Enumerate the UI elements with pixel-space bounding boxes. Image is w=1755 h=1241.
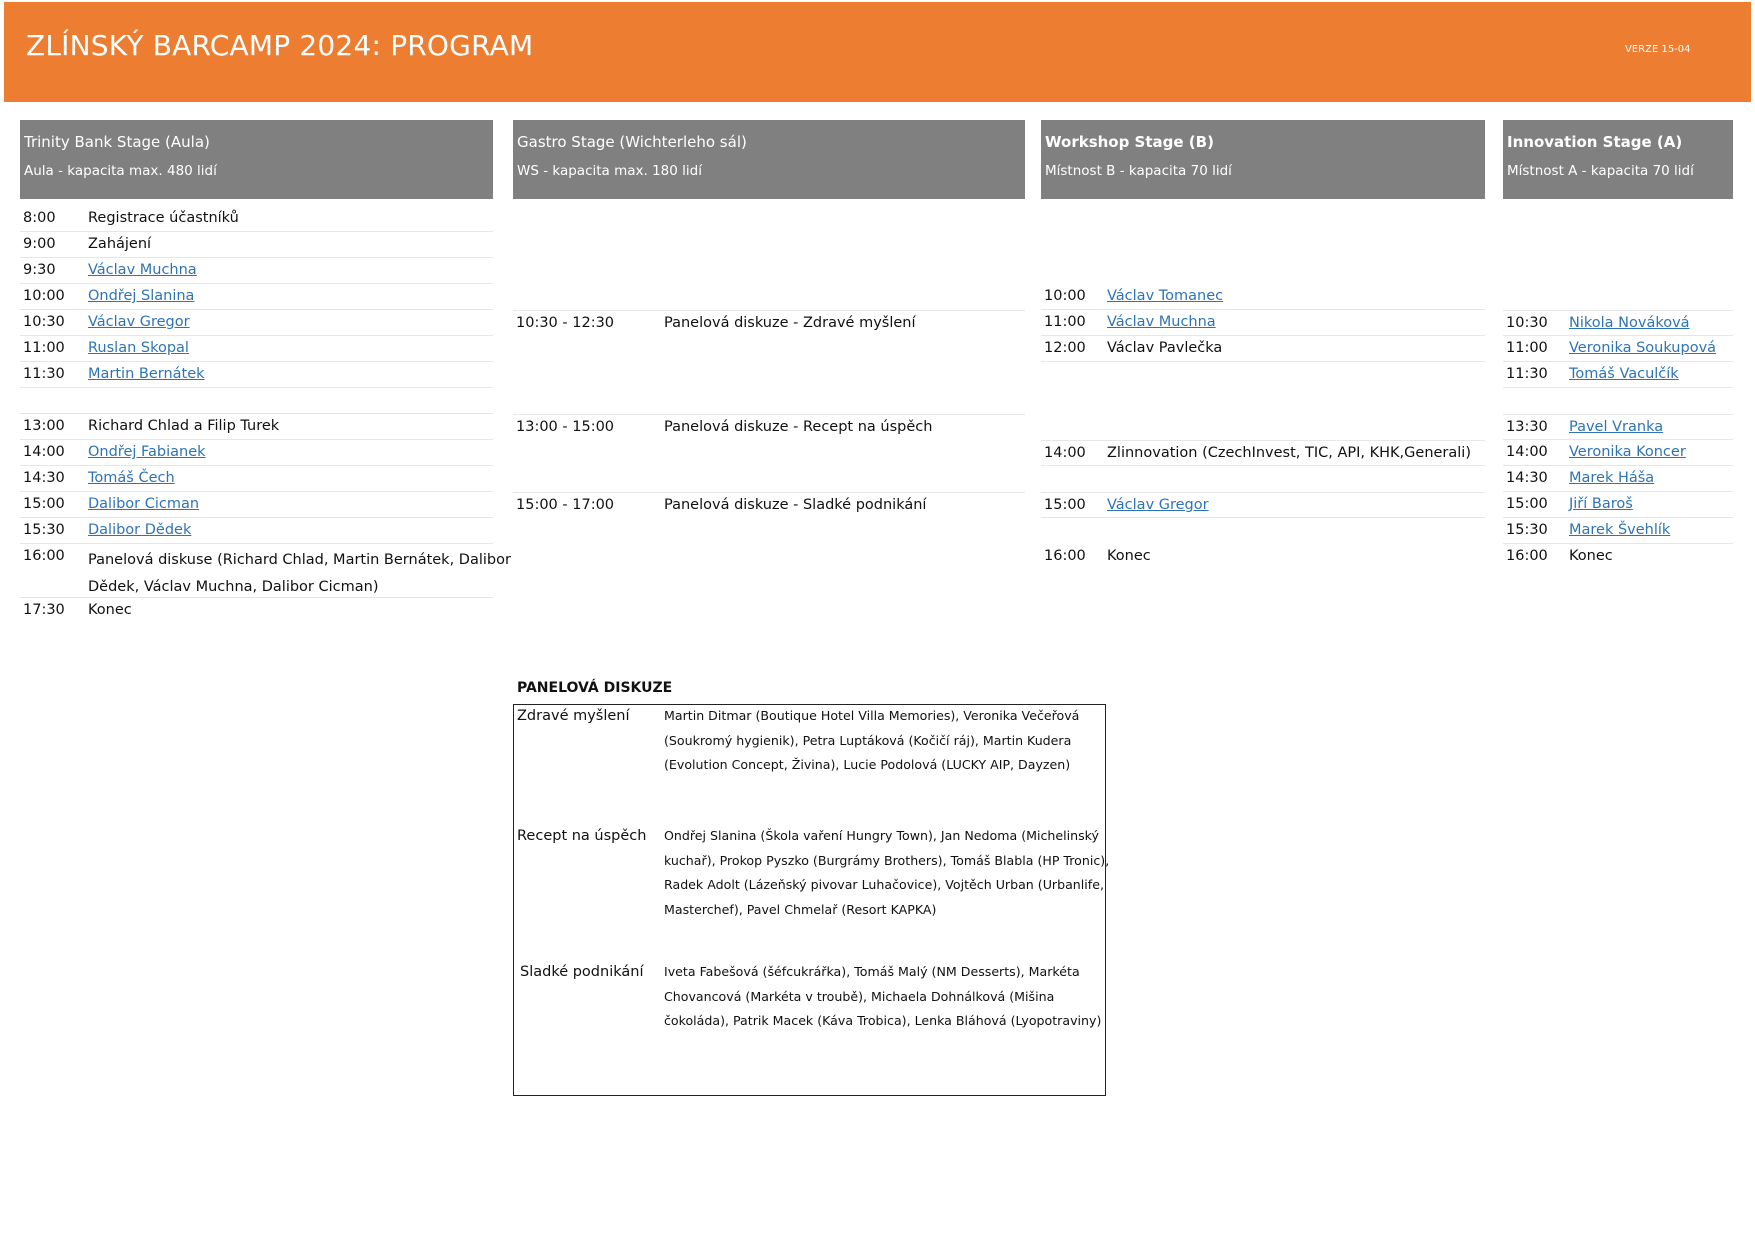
speakers-line: Martin Ditmar (Boutique Hotel Villa Memories), Veronika Večeřová: [664, 708, 1080, 723]
schedule-row: [20, 414, 493, 440]
time-cell: 16:00: [23, 548, 65, 564]
time-cell: 15:30: [1506, 522, 1548, 538]
time-cell: 11:00: [1506, 340, 1548, 356]
time-cell: 15:00: [1044, 497, 1086, 513]
stage-capacity: Místnost A - kapacita 70 lidí: [1507, 163, 1694, 179]
schedule-row: [1503, 440, 1733, 466]
speaker-link[interactable]: Václav Gregor: [88, 314, 190, 330]
speaker-link[interactable]: Václav Tomanec: [1107, 288, 1224, 304]
panel-speakers: [664, 960, 1101, 1034]
time-cell: 14:00: [23, 444, 65, 460]
stage-capacity: WS - kapacita max. 180 lidí: [517, 163, 702, 179]
speakers-line: Ondřej Slanina (Škola vaření Hungry Town), Jan Nedoma (Michelinský: [664, 828, 1099, 843]
speaker-link[interactable]: Veronika Soukupová: [1569, 340, 1717, 356]
time-cell: 8:00: [23, 210, 56, 226]
session-cell: Registrace účastníků: [88, 210, 239, 226]
schedule-row: [1041, 284, 1485, 310]
schedule-row: [1503, 518, 1733, 544]
time-cell: 10:30 - 12:30: [516, 315, 615, 331]
stage-capacity: Aula - kapacita max. 480 lidí: [24, 163, 217, 179]
panel-topic: Zdravé myšlení: [517, 708, 630, 724]
session-cell: Richard Chlad a Filip Turek: [88, 418, 280, 434]
time-cell: 13:00 - 15:00: [516, 419, 615, 435]
version-label: VERZE 15-04: [1625, 44, 1691, 55]
schedule-row: [1041, 336, 1485, 362]
schedule-row: [1503, 336, 1733, 362]
panel-speakers: [664, 824, 1109, 922]
stage-name: Trinity Bank Stage (Aula): [24, 133, 210, 151]
speakers-line: Iveta Fabešová (šéfcukrářka), Tomáš Malý (NM Desserts), Markéta: [664, 964, 1080, 979]
speaker-link[interactable]: Marek Háša: [1569, 470, 1655, 486]
schedule-row: [513, 414, 1025, 440]
schedule-row: [20, 440, 493, 466]
panel-topic: Sladké podnikání: [520, 964, 644, 980]
speaker-link[interactable]: Tomáš Čech: [88, 470, 175, 486]
schedule-row: [513, 310, 1025, 336]
schedule-row: [20, 310, 493, 336]
time-cell: 13:00: [23, 418, 65, 434]
time-cell: 17:30: [23, 602, 65, 618]
session-cell: Panelová diskuze - Zdravé myšlení: [664, 315, 916, 331]
schedule-row: [1041, 544, 1485, 570]
schedule-row: [1503, 492, 1733, 518]
schedule-row: [20, 466, 493, 492]
session-cell: Panelová diskuze - Recept na úspěch: [664, 419, 933, 435]
schedule-row: [20, 598, 493, 624]
session-cell: Václav Pavlečka: [1107, 340, 1223, 356]
stage-name: Gastro Stage (Wichterleho sál): [517, 133, 747, 151]
speaker-link[interactable]: Václav Muchna: [1107, 314, 1216, 330]
speaker-link[interactable]: Nikola Nováková: [1569, 315, 1690, 331]
session-cell: Konec: [88, 602, 132, 618]
speaker-link[interactable]: Jiří Baroš: [1569, 496, 1633, 512]
time-cell: 11:00: [1044, 314, 1086, 330]
schedule-row: [1503, 466, 1733, 492]
time-cell: 9:30: [23, 262, 56, 278]
speakers-line: (Soukromý hygienik), Petra Luptáková (Kočičí ráj), Martin Kudera: [664, 732, 1072, 748]
stage-header-gastro: [513, 120, 1025, 199]
session-cell: Konec: [1569, 548, 1613, 564]
time-cell: 10:00: [1044, 288, 1086, 304]
session-cell: Panelová diskuze - Sladké podnikání: [664, 497, 927, 513]
session-cell: Zahájení: [88, 236, 152, 252]
stage-capacity: Místnost B - kapacita 70 lidí: [1045, 163, 1232, 179]
time-cell: 11:00: [23, 340, 65, 356]
time-cell: 15:30: [23, 522, 65, 538]
stage-header-trinity: [20, 120, 493, 199]
time-cell: 10:00: [23, 288, 65, 304]
speaker-link[interactable]: Ondřej Slanina: [88, 288, 195, 304]
time-cell: 15:00: [23, 496, 65, 512]
speakers-line: Masterchef), Pavel Chmelař (Resort KAPKA): [664, 901, 937, 917]
schedule-row: [20, 258, 493, 284]
time-cell: 15:00 - 17:00: [516, 497, 615, 513]
session-cell: Konec: [1107, 548, 1151, 564]
schedule-row: [1503, 362, 1733, 388]
session-cell: Zlinnovation (CzechInvest, TIC, API, KHK,Generali): [1107, 445, 1471, 461]
speaker-link[interactable]: Dalibor Dědek: [88, 522, 192, 538]
speaker-link[interactable]: Ruslan Skopal: [88, 340, 189, 356]
schedule-row: [20, 492, 493, 518]
session-cell: Panelová diskuse (Richard Chlad, Martin Bernátek, Dalibor: [88, 552, 511, 568]
header-banner: [4, 2, 1751, 102]
speaker-link[interactable]: Ondřej Fabianek: [88, 444, 206, 460]
time-cell: 14:30: [23, 470, 65, 486]
schedule-row: [1503, 414, 1733, 440]
time-cell: 9:00: [23, 236, 56, 252]
speaker-link[interactable]: Tomáš Vaculčík: [1569, 366, 1679, 382]
speakers-line: kuchař), Prokop Pyszko (Burgrámy Brothers), Tomáš Blabla (HP Tronic),: [664, 852, 1110, 868]
speakers-line: (Evolution Concept, Živina), Lucie Podolová (LUCKY AIP, Dayzen): [664, 757, 1071, 772]
speakers-line: Radek Adolt (Lázeňský pivovar Luhačovice), Vojtěch Urban (Urbanlife,: [664, 877, 1104, 892]
time-cell: 14:30: [1506, 470, 1548, 486]
schedule-row: [1503, 310, 1733, 336]
time-cell: 13:30: [1506, 419, 1548, 435]
speakers-line: čokoláda), Patrik Macek (Káva Trobica), Lenka Bláhová (Lyopotraviny): [664, 1013, 1102, 1028]
time-cell: 11:30: [23, 366, 65, 382]
speaker-link[interactable]: Václav Muchna: [88, 262, 197, 278]
schedule-row: [1503, 544, 1733, 570]
panel-heading: PANELOVÁ DISKUZE: [517, 680, 673, 696]
panel-topic: Recept na úspěch: [517, 828, 647, 844]
schedule-row: [20, 362, 493, 388]
time-cell: 12:00: [1044, 340, 1086, 356]
session-cell-line2: Dědek, Václav Muchna, Dalibor Cicman): [88, 579, 379, 595]
speaker-link[interactable]: Marek Švehlík: [1569, 522, 1671, 538]
time-cell: 10:30: [23, 314, 65, 330]
stage-header-workshop: [1041, 120, 1485, 199]
speaker-link[interactable]: Václav Gregor: [1107, 497, 1209, 513]
schedule-row: [20, 544, 511, 598]
time-cell: 11:30: [1506, 366, 1548, 382]
panel-speakers: [664, 704, 1079, 778]
schedule-row: [20, 206, 493, 232]
time-cell: 14:00: [1506, 444, 1548, 460]
schedule-row: [1041, 440, 1485, 466]
schedule-row: [20, 284, 493, 310]
stage-header-innovation: [1503, 120, 1733, 199]
schedule-row: [20, 518, 493, 544]
speaker-link[interactable]: Martin Bernátek: [88, 366, 205, 382]
speaker-link[interactable]: Veronika Koncer: [1569, 444, 1686, 460]
schedule-row: [1041, 492, 1485, 518]
time-cell: 14:00: [1044, 445, 1086, 461]
schedule-row: [20, 232, 493, 258]
time-cell: 10:30: [1506, 315, 1548, 331]
time-cell: 16:00: [1044, 548, 1086, 564]
stage-name: Innovation Stage (A): [1507, 133, 1683, 151]
schedule-row-empty: [20, 388, 493, 414]
schedule-row: [513, 492, 1025, 518]
time-cell: 15:00: [1506, 496, 1548, 512]
speaker-link[interactable]: Pavel Vranka: [1569, 419, 1664, 435]
speakers-line: Chovancová (Markéta v troubě), Michaela Dohnálková (Mišina: [664, 988, 1055, 1004]
schedule-row: [20, 336, 493, 362]
stage-name: Workshop Stage (B): [1045, 133, 1214, 151]
speaker-link[interactable]: Dalibor Cicman: [88, 496, 200, 512]
time-cell: 16:00: [1506, 548, 1548, 564]
schedule-row: [1041, 310, 1485, 336]
page-title: ZLÍNSKÝ BARCAMP 2024: PROGRAM: [26, 29, 534, 62]
